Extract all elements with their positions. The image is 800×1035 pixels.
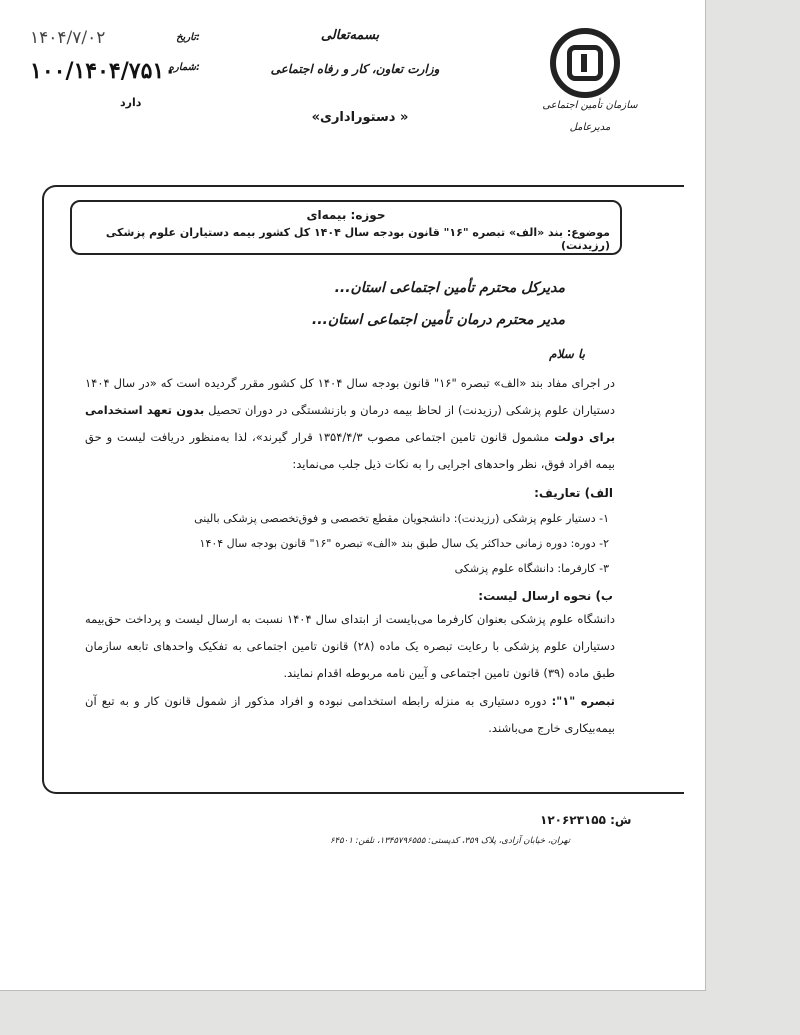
date-value: ۱۴۰۴/۷/۰۲: [30, 28, 106, 48]
submission-heading: ب) نحوه ارسال لیست:: [478, 589, 613, 603]
number-value: ۱۰۰/۱۴۰۴/۷۵۱۰: [30, 58, 177, 84]
recipient-1: مدیرکل محترم تأمین اجتماعی استان...: [334, 280, 565, 296]
social-security-logo-icon: [550, 28, 620, 98]
greeting: با سلام: [549, 347, 585, 361]
intro-bold: بدون تعهد استخدامی برای دولت: [85, 403, 616, 444]
intro-paragraph: [85, 370, 615, 478]
date-row: [30, 28, 200, 54]
attachment-label: دارد: [120, 96, 142, 109]
note-paragraph: [85, 688, 615, 742]
ministry-name: وزارت تعاون، کار و رفاه اجتماعی: [270, 62, 440, 76]
recipient-2: مدیر محترم درمان تأمین اجتماعی استان...: [311, 312, 565, 328]
number-label: شماره:: [168, 62, 200, 73]
definition-item-1: ۱- دستیار علوم پزشکی (رزیدنت): دانشجویان مقطع تخصصی و فوق‌تخصصی پزشکی بالینی: [194, 512, 609, 525]
definition-item-2: ۲- دوره: دوره زمانی حداکثر یک سال طبق بند «الف» تبصره "۱۶" قانون بودجه سال ۱۴۰۴: [199, 537, 609, 550]
note-text: دوره دستیاری به منزله رابطه استخدامی نبوده و افراد مذکور از شمول قانون کار و به تبع آن بیمه‌بیکاری خارج می‌باشند.: [85, 694, 615, 735]
address-line: تهران، خیابان آزادی، پلاک ۳۵۹، کدپستی: ۱۳۴۵۷۹۶۵۵۵، تلفن: ۶۴۵۰۱: [329, 836, 571, 846]
intro-part-1: در اجرای مفاد بند «الف» تبصره "۱۶" قانون بودجه سال ۱۴۰۴ کل کشور مقرر گردیده است که «در سال ۱۴۰۴ دستیاران علوم پزشکی (رزیدنت) از لحاظ بیمه درمان و بازنشستگی در دوران تحصیل: [85, 376, 615, 417]
note-label: تبصره "۱":: [551, 694, 615, 708]
number-row: [30, 58, 200, 84]
intro-part-2: مشمول قانون تامین اجتماعی مصوب ۱۳۵۴/۴/۳ قرار گیرند»، لذا به‌منظور دریافت لیست و حق بیمه افراد فوق، نظر واحدهای اجرایی را به نکات ذیل جلب می‌نماید:: [85, 430, 615, 471]
bismillah: بسمه‌تعالی: [320, 28, 380, 43]
area-label: حوزه: بیمه‌ای: [306, 208, 386, 222]
definitions-heading: الف) تعاریف:: [534, 486, 613, 500]
directive-type: « دستوراداری»: [311, 110, 409, 125]
organization-name: سازمان تأمین اجتماعی: [542, 100, 638, 111]
document-number: ش: ۱۲۰۶۲۳۱۵۵: [540, 813, 632, 827]
subject-box: [70, 200, 622, 255]
submission-paragraph: دانشگاه علوم پزشکی بعنوان کارفرما می‌بایست از ابتدای سال ۱۴۰۴ نسبت به ارسال لیست و پرداخت حق‌بیمه دستیاران علوم پزشکی با رعایت تبصره یک ماده (۲۸) قانون تامین اجتماعی به تفکیک واحدهای تابعه سازمان طبق ماده (۳۹) قانون تامین اجتماعی و آیین نامه مربوطه اقدام نمایند.: [85, 612, 615, 680]
date-label: تاریخ:: [176, 32, 200, 43]
subject-line: موضوع: بند «الف» تبصره "۱۶" قانون بودجه سال ۱۴۰۴ کل کشور بیمه دستیاران علوم پزشکی (رزیدنت): [105, 226, 610, 252]
definition-item-3: ۳- کارفرما: دانشگاه علوم پزشکی: [454, 562, 609, 575]
organization-subtitle: مدیرعامل: [569, 122, 611, 133]
